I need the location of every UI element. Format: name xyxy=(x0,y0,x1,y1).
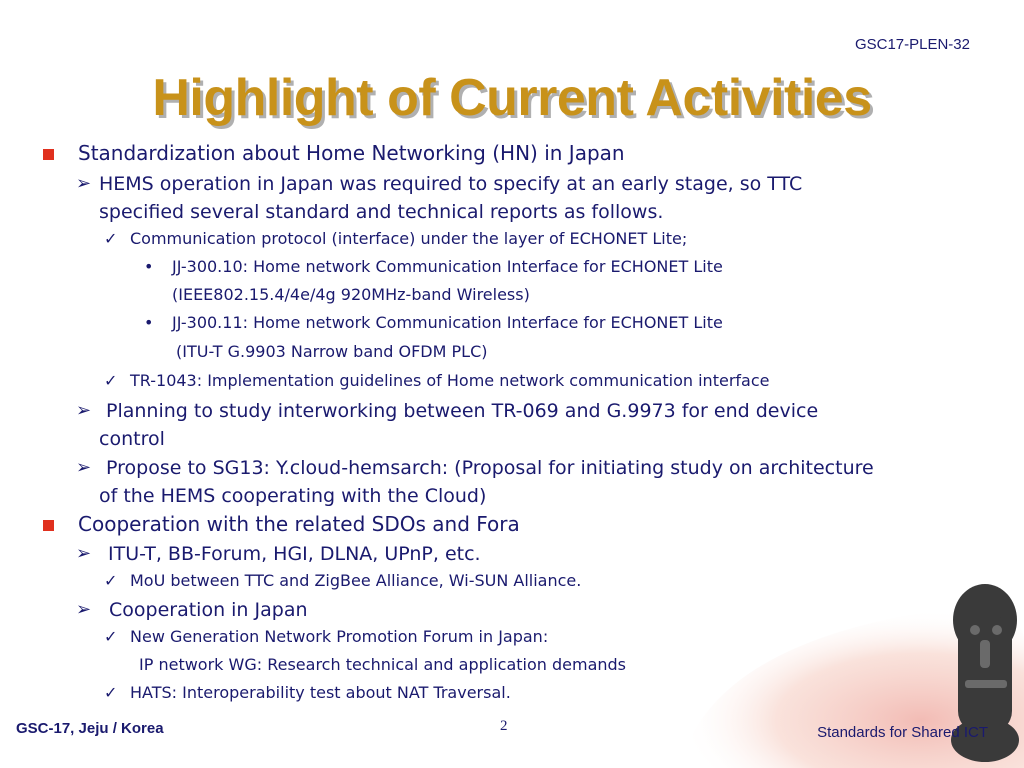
propose-text-line2: of the HEMS cooperating with the Cloud) xyxy=(99,485,487,507)
hems-text-line1: HEMS operation in Japan was required to specify at an early stage, so TTC xyxy=(99,173,803,195)
check-icon: ✓ xyxy=(104,229,118,248)
check-icon: ✓ xyxy=(104,683,118,702)
check-icon: ✓ xyxy=(104,571,118,590)
check-icon: ✓ xyxy=(104,371,118,390)
propose-text-line1: Propose to SG13: Y.cloud-hemsarch: (Proposal for initiating study on architecture xyxy=(106,457,874,479)
square-bullet-icon xyxy=(43,149,54,160)
footer-slogan: Standards for Shared ICT xyxy=(817,724,988,741)
dot-bullet-icon: • xyxy=(144,257,154,276)
comm-protocol-text: Communication protocol (interface) under the layer of ECHONET Lite; xyxy=(130,229,688,248)
arrow-bullet-icon: ➢ xyxy=(76,543,92,564)
jj-300-11-line2: (ITU-T G.9903 Narrow band OFDM PLC) xyxy=(176,342,488,361)
jj-300-11-line1: JJ-300.11: Home network Communication Interface for ECHONET Lite xyxy=(172,313,723,332)
coop-japan-text: Cooperation in Japan xyxy=(109,599,308,621)
jj-300-10-line1: JJ-300.10: Home network Communication Interface for ECHONET Lite xyxy=(172,257,723,276)
tr-1043-text: TR-1043: Implementation guidelines of Home network communication interface xyxy=(130,371,770,390)
itu-text: ITU-T, BB-Forum, HGI, DLNA, UPnP, etc. xyxy=(108,543,481,565)
arrow-bullet-icon: ➢ xyxy=(76,599,92,620)
section-heading-sdos: Cooperation with the related SDOs and Fora xyxy=(78,512,520,536)
planning-text-line1: Planning to study interworking between TR-069 and G.9973 for end device xyxy=(106,400,819,422)
planning-text-line2: control xyxy=(99,428,165,450)
arrow-bullet-icon: ➢ xyxy=(76,400,92,421)
dot-bullet-icon: • xyxy=(144,313,154,332)
mou-text: MoU between TTC and ZigBee Alliance, Wi-SUN Alliance. xyxy=(130,571,582,590)
jj-300-10-line2: (IEEE802.15.4/4e/4g 920MHz-band Wireless) xyxy=(172,285,530,304)
page-number: 2 xyxy=(500,718,508,734)
document-id: GSC17-PLEN-32 xyxy=(854,36,970,53)
check-icon: ✓ xyxy=(104,627,118,646)
hems-text-line2: specified several standard and technical reports as follows. xyxy=(99,201,664,223)
ngn-forum-line1: New Generation Network Promotion Forum in Japan: xyxy=(130,627,549,646)
square-bullet-icon xyxy=(43,520,54,531)
arrow-bullet-icon: ➢ xyxy=(76,173,92,194)
arrow-bullet-icon: ➢ xyxy=(76,457,92,478)
hats-text: HATS: Interoperability test about NAT Traversal. xyxy=(130,683,511,702)
ngn-forum-line2: IP network WG: Research technical and application demands xyxy=(139,655,627,674)
footer-event: GSC-17, Jeju / Korea xyxy=(16,720,164,737)
section-heading-hn: Standardization about Home Networking (HN) in Japan xyxy=(78,141,625,165)
page-title: Highlight of Current Activities xyxy=(152,69,872,127)
